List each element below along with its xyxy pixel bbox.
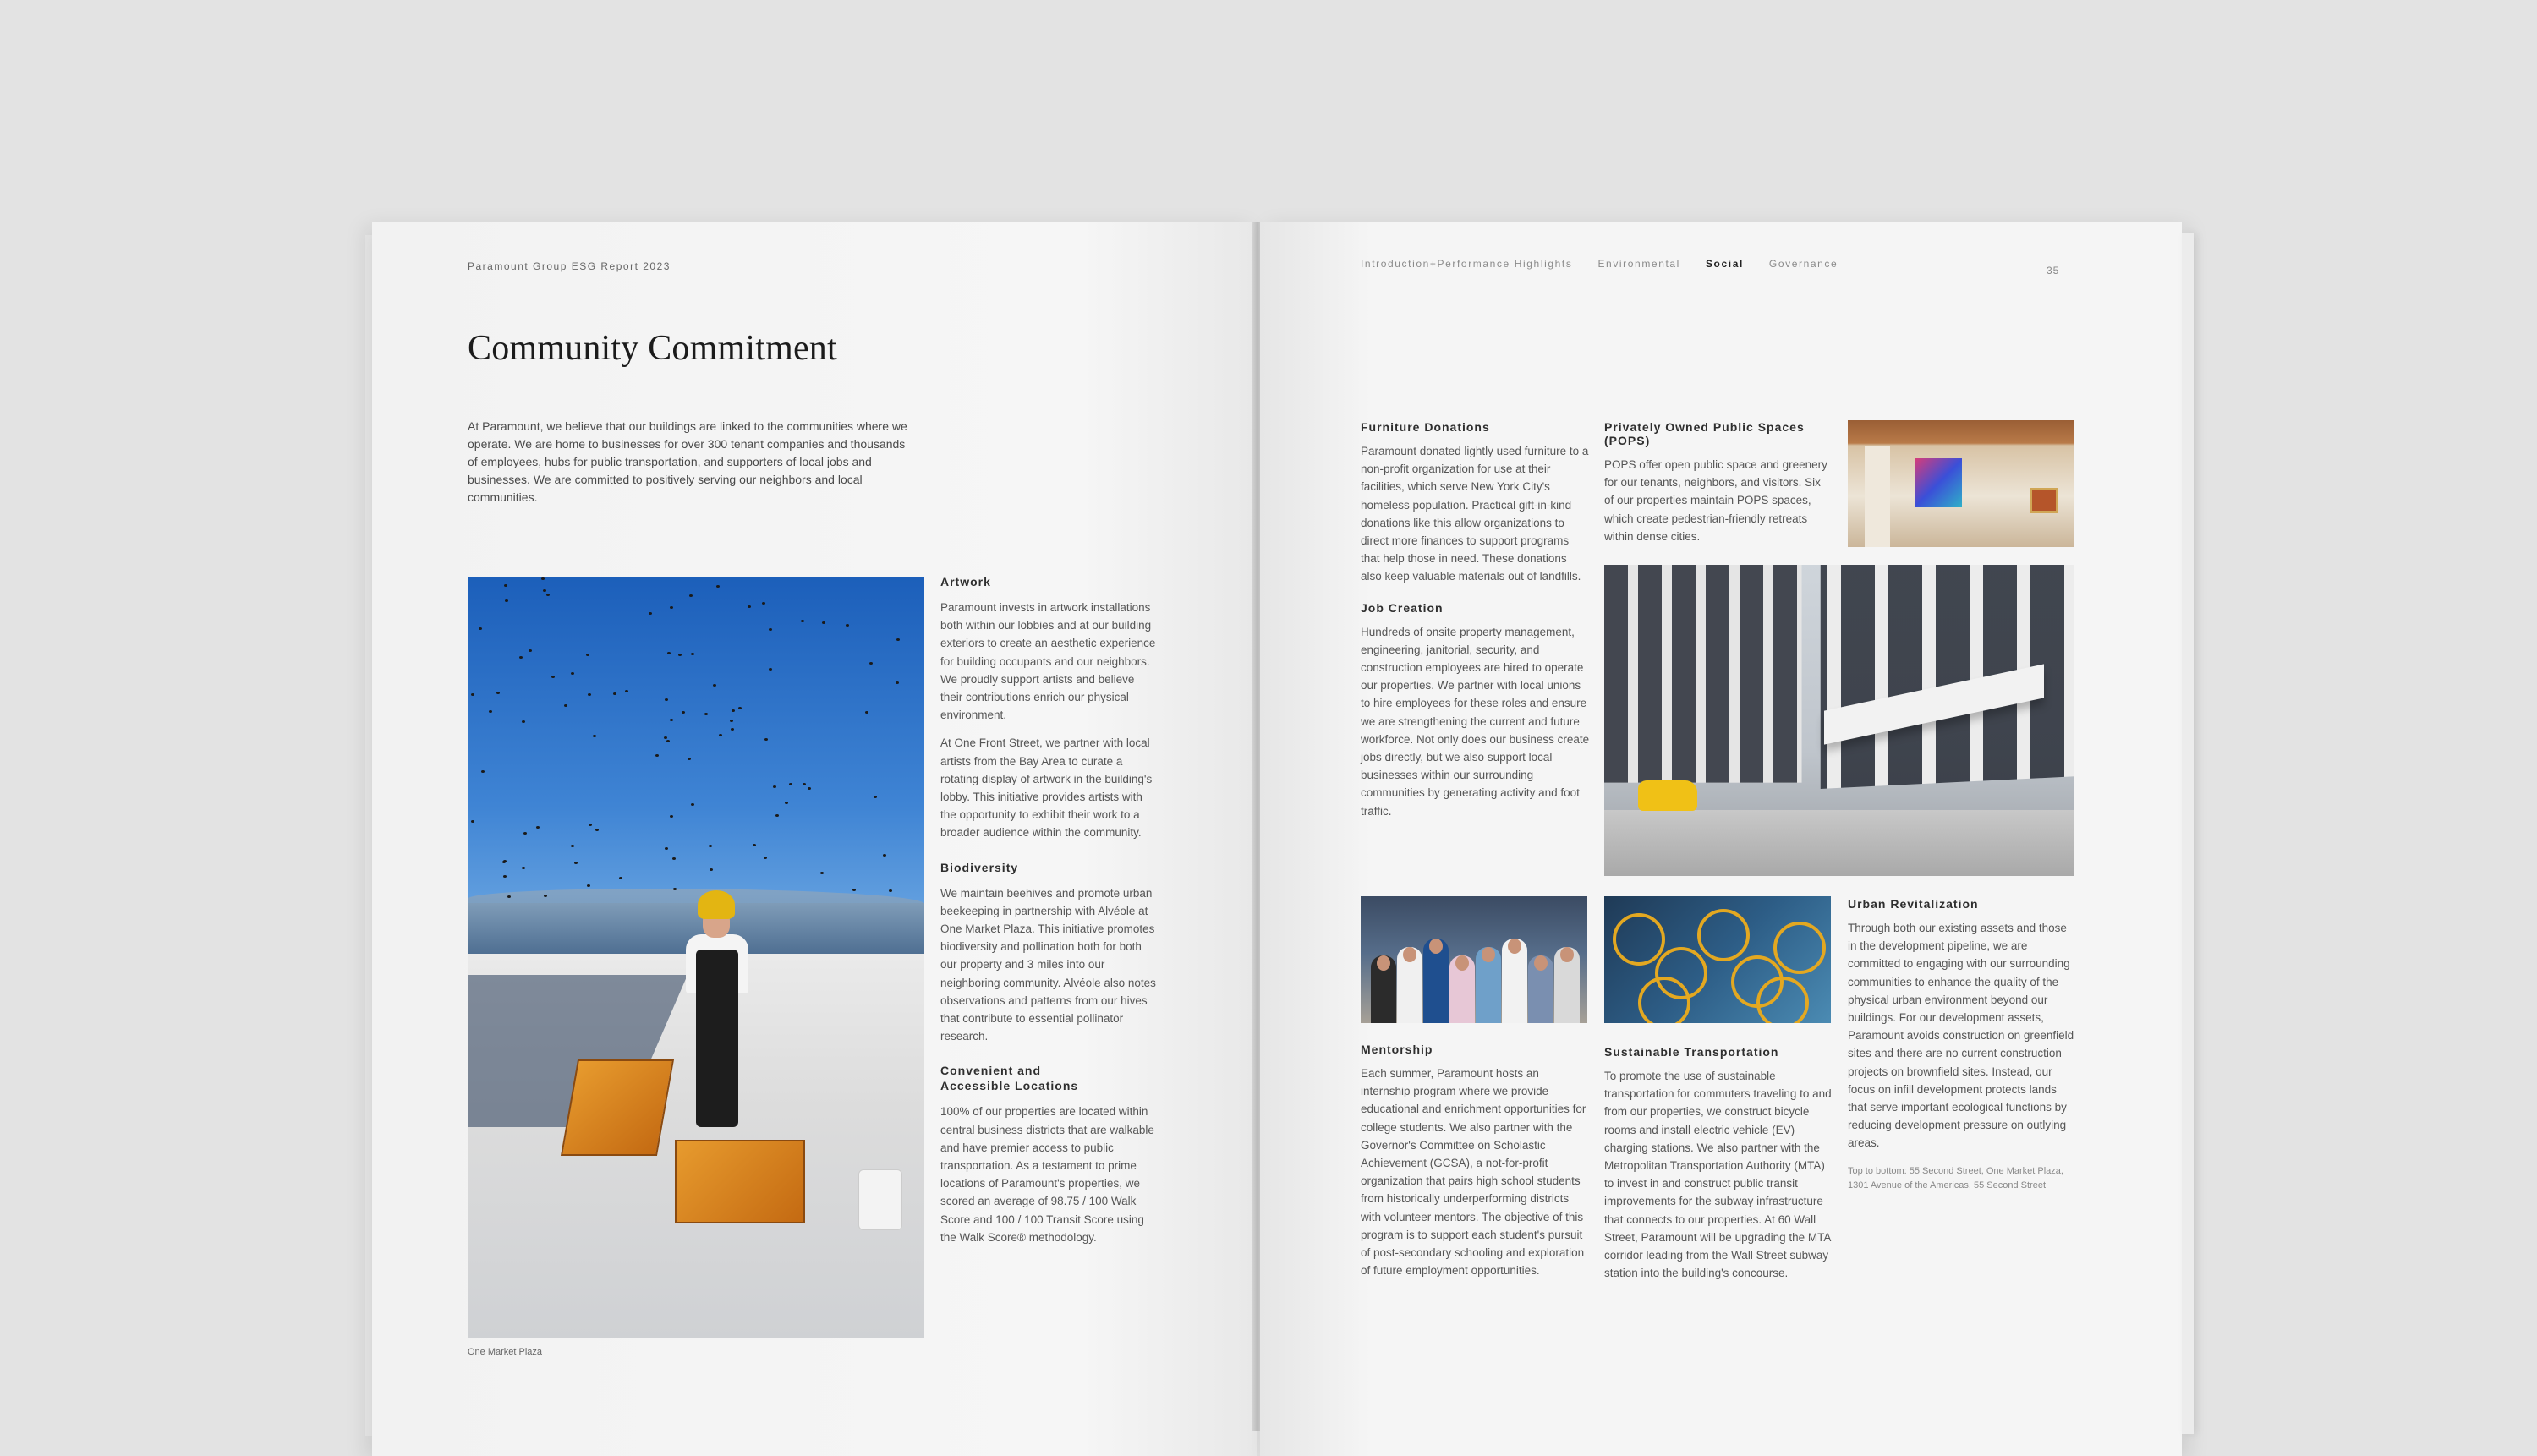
bee-speck bbox=[619, 877, 622, 879]
convenient-title-line-2: Accessible Locations bbox=[940, 1079, 1079, 1093]
bee-speck bbox=[852, 889, 856, 891]
bee-speck bbox=[665, 698, 668, 701]
bee-speck bbox=[801, 620, 804, 622]
bee-speck bbox=[865, 711, 868, 714]
bee-speck bbox=[471, 820, 474, 823]
pops-title-line-1: Privately Owned Public Spaces bbox=[1604, 420, 1805, 434]
artwork-paragraph-1: Paramount invests in artwork installations both within our lobbies and at our building exteriors to create an aesthetic experience for building occupants and our neighbors. We proudly support artists and believe their contributions enrich our physical environment. bbox=[940, 601, 1156, 722]
pops-title-line-2: (POPS) bbox=[1604, 434, 1651, 447]
bee-speck bbox=[571, 845, 574, 847]
bee-speck bbox=[571, 672, 574, 675]
bee-speck bbox=[764, 738, 768, 741]
section-title-furniture: Furniture Donations bbox=[1361, 420, 1490, 434]
bee-speck bbox=[670, 606, 673, 609]
bee-speck bbox=[874, 796, 877, 798]
bee-speck bbox=[762, 602, 765, 605]
sustainable-paragraph: To promote the use of sustainable transportation for commuters traveling to and from our properties, we construct bicycle rooms and install electric vehicle (EV) charging stations. We also partner with the Metropolitan Transportation Authority (MTA) to invest in and construct public transit improvements for the subway infrastructure that connects to our properties. At 60 Wall Street, Paramount will be upgrading the MTA corridor leading from the Wall Street subway station into the building's concourse. bbox=[1604, 1070, 1832, 1280]
bee-speck bbox=[489, 710, 492, 713]
bee-speck bbox=[803, 783, 806, 785]
bee-speck bbox=[719, 734, 722, 736]
building-photo bbox=[1604, 565, 2074, 876]
bee-speck bbox=[613, 692, 616, 695]
bee-speck bbox=[546, 594, 550, 596]
bee-speck bbox=[846, 624, 849, 627]
bee-speck bbox=[529, 649, 532, 652]
mentorship-section bbox=[1361, 1043, 1591, 1289]
bee-speck bbox=[670, 815, 673, 818]
bee-speck bbox=[541, 577, 545, 580]
nav-item-introduction[interactable]: Introduction+Performance Highlights bbox=[1361, 258, 1573, 270]
left-text-column bbox=[940, 575, 1156, 1256]
bee-speck bbox=[820, 872, 824, 874]
bee-speck bbox=[896, 638, 900, 641]
bee-speck bbox=[732, 709, 735, 712]
artwork-paragraph-2: At One Front Street, we partner with local artists from the Bay Area to curate a rotating display of artwork in the building's lobby. This initiative provides artists with the opportunity to exhibit their work to a broader audience within the community. bbox=[940, 736, 1153, 840]
bee-speck bbox=[704, 713, 708, 715]
biodiversity-paragraph: We maintain beehives and promote urban beekeeping in partnership with Alvéole at One Market Plaza. This initiative promotes biodiversity and pollination both for both our property and 3 miles into our neighboring community. Alvéole also notes observations and patterns from our hives that contribute to essential pollinator research. bbox=[940, 886, 1156, 1043]
person-figure bbox=[1397, 947, 1422, 1023]
person-figure bbox=[1371, 955, 1396, 1023]
bee-speck bbox=[586, 654, 589, 656]
bee-speck bbox=[691, 803, 694, 806]
nav-item-environmental[interactable]: Environmental bbox=[1597, 258, 1680, 270]
bee-speck bbox=[504, 584, 507, 587]
bee-speck bbox=[496, 692, 500, 694]
bicycle-wheel bbox=[1697, 909, 1750, 961]
bee-speck bbox=[896, 681, 899, 684]
bee-speck bbox=[595, 829, 599, 831]
bee-speck bbox=[507, 895, 511, 898]
bee-speck bbox=[587, 884, 590, 887]
bee-speck bbox=[543, 589, 546, 592]
section-title-biodiversity: Biodiversity bbox=[940, 860, 1019, 874]
bicycle-wheel bbox=[1756, 977, 1809, 1023]
bee-speck bbox=[481, 770, 485, 773]
bee-speck bbox=[682, 711, 685, 714]
bee-speck bbox=[883, 854, 886, 857]
bee-speck bbox=[502, 861, 506, 863]
bee-speck bbox=[655, 754, 659, 757]
bee-speck bbox=[503, 875, 507, 878]
intro-paragraph: At Paramount, we believe that our buildings are linked to the communities where we operate. We are home to businesses for over 300 tenant companies and thousands of employees, hubs for public transportation, and supporters of local jobs and businesses. We are committed to positively serving our neighbors and local communities. bbox=[468, 419, 907, 504]
sustainable-transportation-section bbox=[1604, 1045, 1834, 1292]
bee-speck bbox=[471, 693, 474, 696]
section-title-artwork: Artwork bbox=[940, 575, 991, 588]
bee-speck bbox=[667, 652, 671, 654]
bee-speck bbox=[889, 889, 892, 892]
bee-speck bbox=[505, 599, 508, 602]
bee-speck bbox=[522, 867, 525, 869]
bicycles-photo bbox=[1604, 896, 1831, 1023]
bee-speck bbox=[753, 844, 756, 846]
bee-speck bbox=[748, 605, 751, 608]
right-column-2 bbox=[1604, 420, 1834, 556]
bee-speck bbox=[593, 735, 596, 737]
bee-speck bbox=[670, 719, 673, 721]
bee-speck bbox=[678, 654, 682, 656]
bee-speck bbox=[789, 783, 792, 785]
person-figure bbox=[1554, 947, 1580, 1023]
bee-speck bbox=[664, 736, 667, 739]
bicycle-wheel bbox=[1613, 913, 1665, 966]
bee-speck bbox=[589, 824, 592, 826]
bee-speck bbox=[688, 758, 691, 760]
lobby-photo bbox=[1848, 420, 2074, 547]
right-column-1 bbox=[1361, 420, 1591, 830]
bee-speck bbox=[808, 787, 811, 790]
bee-speck bbox=[691, 653, 694, 655]
section-nav bbox=[1361, 258, 1838, 270]
bee-speck bbox=[710, 868, 713, 871]
furniture-paragraph: Paramount donated lightly used furniture to a non-profit organization for use at their facilities, which serve New York City's homeless population. Practical gift-in-kind donations like this allow organizations to direct more finances to support programs that help those in need. These donations also keep valuable materials out of landfills. bbox=[1361, 445, 1589, 583]
bee-speck bbox=[769, 628, 772, 631]
photo-caption: One Market Plaza bbox=[468, 1347, 543, 1357]
bee-speck bbox=[665, 847, 668, 850]
bee-speck bbox=[519, 656, 523, 659]
bee-speck bbox=[649, 612, 652, 615]
page-number: 35 bbox=[2047, 265, 2060, 276]
bee-speck bbox=[479, 627, 482, 630]
section-title-mentorship: Mentorship bbox=[1361, 1043, 1433, 1056]
nav-item-social[interactable]: Social bbox=[1705, 258, 1744, 270]
convenient-title-line-1: Convenient and bbox=[940, 1064, 1042, 1078]
nav-item-governance[interactable]: Governance bbox=[1768, 258, 1838, 270]
bee-speck bbox=[625, 690, 628, 692]
person-figure bbox=[1423, 939, 1449, 1023]
person-figure bbox=[1449, 955, 1475, 1023]
bee-speck bbox=[769, 668, 772, 671]
urban-paragraph: Through both our existing assets and those in the development pipeline, we are committed to engaging with our surrounding communities to enhance the quality of the physical urban environment beyond our buildings. For our development assets, Paramount avoids construction on greenfield sites and there are no current construction projects on brownfield sites. Instead, our focus on infill development protects lands that serve important ecological functions by reducing development pressure on outlying areas. bbox=[1848, 922, 2074, 1150]
bee-speck bbox=[689, 594, 693, 597]
jobs-paragraph: Hundreds of onsite property management, engineering, janitorial, security, and construction employees are hired to operate our properties. We partner with local unions to hire employees for these roles and ensure we are strengthening the current and future workforce. Not only does our business create jobs directly, but we also support local businesses within our surrounding communities by generating activity and foot traffic. bbox=[1361, 625, 1590, 818]
bee-speck bbox=[785, 802, 788, 804]
bicycle-wheel bbox=[1638, 977, 1690, 1023]
bee-speck bbox=[775, 814, 779, 817]
person-figure bbox=[1528, 955, 1553, 1023]
bee-speck bbox=[738, 707, 742, 709]
bee-speck bbox=[666, 740, 670, 742]
mentorship-photo bbox=[1361, 896, 1587, 1023]
bee-speck bbox=[551, 676, 555, 678]
section-title-jobs: Job Creation bbox=[1361, 600, 1444, 615]
bee-speck bbox=[713, 684, 716, 687]
convenient-paragraph: 100% of our properties are located within central business districts that are walkable and have premier access to public transportation. As a testament to prime locations of Paramount's properties, we scored an average of 98.75 / 100 Walk Score and 100 / 100 Transit Score using the Walk Score® methodology. bbox=[940, 1105, 1154, 1244]
bicycle-wheel bbox=[1773, 922, 1826, 974]
urban-revitalization-section bbox=[1848, 897, 2078, 1193]
section-title-urban: Urban Revitalization bbox=[1848, 897, 1979, 911]
bee-speck bbox=[672, 857, 676, 860]
beekeeping-photo bbox=[468, 577, 924, 1338]
bee-speck bbox=[869, 662, 873, 665]
bee-speck bbox=[731, 728, 734, 731]
bee-speck bbox=[764, 857, 767, 859]
bee-speck bbox=[523, 832, 527, 835]
bee-speck bbox=[522, 720, 525, 723]
person-figure bbox=[1502, 939, 1527, 1023]
bee-speck bbox=[709, 845, 712, 847]
bee-speck bbox=[822, 621, 825, 624]
bee-speck bbox=[544, 895, 547, 897]
page-title: Community Commitment bbox=[468, 329, 837, 368]
photo-credits-caption: Top to bottom: 55 Second Street, One Market Plaza, 1301 Avenue of the Americas, 55 Second Street bbox=[1848, 1165, 2063, 1191]
running-title: Paramount Group ESG Report 2023 bbox=[468, 260, 671, 272]
bee-speck bbox=[716, 585, 720, 588]
section-title-sustainable: Sustainable Transportation bbox=[1604, 1045, 1779, 1059]
bee-speck bbox=[673, 888, 677, 890]
person-figure bbox=[1476, 947, 1501, 1023]
bee-speck bbox=[730, 720, 733, 722]
pops-paragraph: POPS offer open public space and greenery for our tenants, neighbors, and visitors. Six of our properties maintain POPS spaces, which create pedestrian-friendly retreats within dense cities. bbox=[1604, 458, 1827, 543]
bee-speck bbox=[536, 826, 540, 829]
bee-speck bbox=[588, 693, 591, 696]
bee-speck bbox=[574, 862, 578, 864]
bee-speck bbox=[564, 704, 567, 707]
mentorship-paragraph: Each summer, Paramount hosts an internship program where we provide educational and enrichment opportunities for college students. We also partner with the Governor's Committee on Scholastic Achievement (GCSA), a not-for-profit organization that pairs high school students from historically underperforming districts with volunteer mentors. The objective of this program is to support each student's pursuit of post-secondary schooling and exploration of future employment opportunities. bbox=[1361, 1067, 1586, 1278]
section-title-convenient bbox=[940, 1064, 1156, 1092]
bee-speck bbox=[773, 785, 776, 788]
right-page-edge bbox=[2182, 233, 2194, 1434]
